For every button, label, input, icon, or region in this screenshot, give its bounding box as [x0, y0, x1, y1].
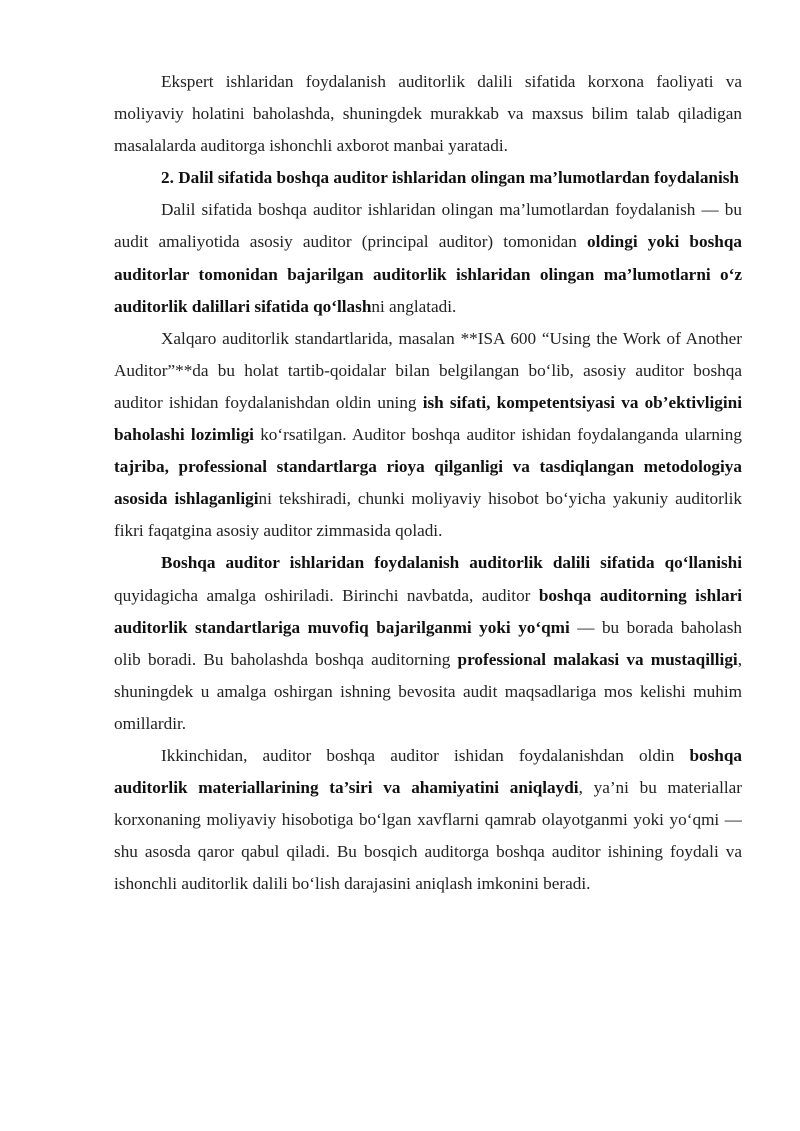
text-run: Ekspert ishlaridan foydalanish auditorlik dalili sifatida korxona faoliyati va moliyaviy holatini baholashda, shuningdek murakkab va maxsus bilim talab qiladigan masalalarda auditorga ishonchli axborot manbai yaratadi. [114, 72, 742, 156]
text-run: ni tekshiradi, chunki moliyaviy hisobot bo‘yicha yakuniy auditorlik fikri faqatgina asosiy auditor zimmasida qoladi. [114, 489, 742, 541]
text-run: ni anglatadi. [371, 296, 457, 316]
bold-text: professional malakasi va mustaqilligi [457, 649, 738, 669]
section-heading [114, 162, 742, 194]
bold-text: boshqa auditorning ishlari auditorlik standartlariga muvofiq bajarilganmi yoki yo‘qmi [114, 585, 742, 637]
body-paragraph [114, 547, 742, 740]
text-run: — bu borada baholash olib boradi. Bu baholashda boshqa auditorning [114, 617, 742, 669]
text-run: quyidagicha amalga oshiriladi. Birinchi navbatda, auditor [114, 585, 539, 605]
text-run: Xalqaro auditorlik standartlarida, masalan **ISA 600 “Using the Work of Another Auditor”**da bu holat tartib-qoidalar bilan belgilangan bo‘lib, asosiy auditor boshqa auditor ishidan foydalanishdan oldin uning [114, 328, 742, 412]
text-run: Ikkinchidan, auditor boshqa auditor ishidan foydalanishdan oldin [161, 745, 690, 765]
bold-text: Boshqa auditor ishlaridan foydalanish auditorlik dalili sifatida qo‘llanishi [161, 553, 742, 573]
body-paragraph [114, 323, 742, 548]
body-paragraph [114, 194, 742, 322]
document-page [114, 66, 742, 900]
bold-text: tajriba, professional standartlarga rioya qilganligi va tasdiqlangan metodologiya asosida ishlaganligi [114, 457, 742, 509]
body-paragraph [114, 66, 742, 162]
bold-text: 2. Dalil sifatida boshqa auditor ishlaridan olingan ma’lumotlardan foydalanish [161, 168, 739, 188]
text-run: Dalil sifatida boshqa auditor ishlaridan olingan ma’lumotlardan foydalanish — bu audit amaliyotida asosiy auditor (principal auditor) tomonidan [114, 200, 742, 252]
text-run: ko‘rsatilgan. Auditor boshqa auditor ishidan foydalanganda ularning [253, 425, 742, 445]
body-paragraph [114, 740, 742, 900]
text-run: , shuningdek u amalga oshirgan ishning bevosita audit maqsadlariga mos kelishi muhim omillardir. [114, 649, 742, 733]
bold-text: boshqa auditorlik materiallarining ta’siri va ahamiyatini aniqlaydi [114, 745, 742, 798]
bold-text: ish sifati, kompetentsiyasi va ob’ektivligini baholashi lozimligi [114, 392, 743, 445]
bold-text: oldingi yoki boshqa auditorlar tomonidan bajarilgan auditorlik ishlaridan olingan ma’lumotlarni o‘z auditorlik dalillari sifatida qo‘llash [114, 232, 742, 316]
text-run: , ya’ni bu materiallar korxonaning moliyaviy hisobotiga bo‘lgan xavflarni qamrab olayotganmi yoki yo‘qmi — shu asosda qaror qabul qiladi. Bu bosqich auditorga boshqa auditor ishining foydali va ishonchli auditorlik dalili bo‘lish darajasini aniqlash imkonini beradi. [114, 778, 742, 894]
